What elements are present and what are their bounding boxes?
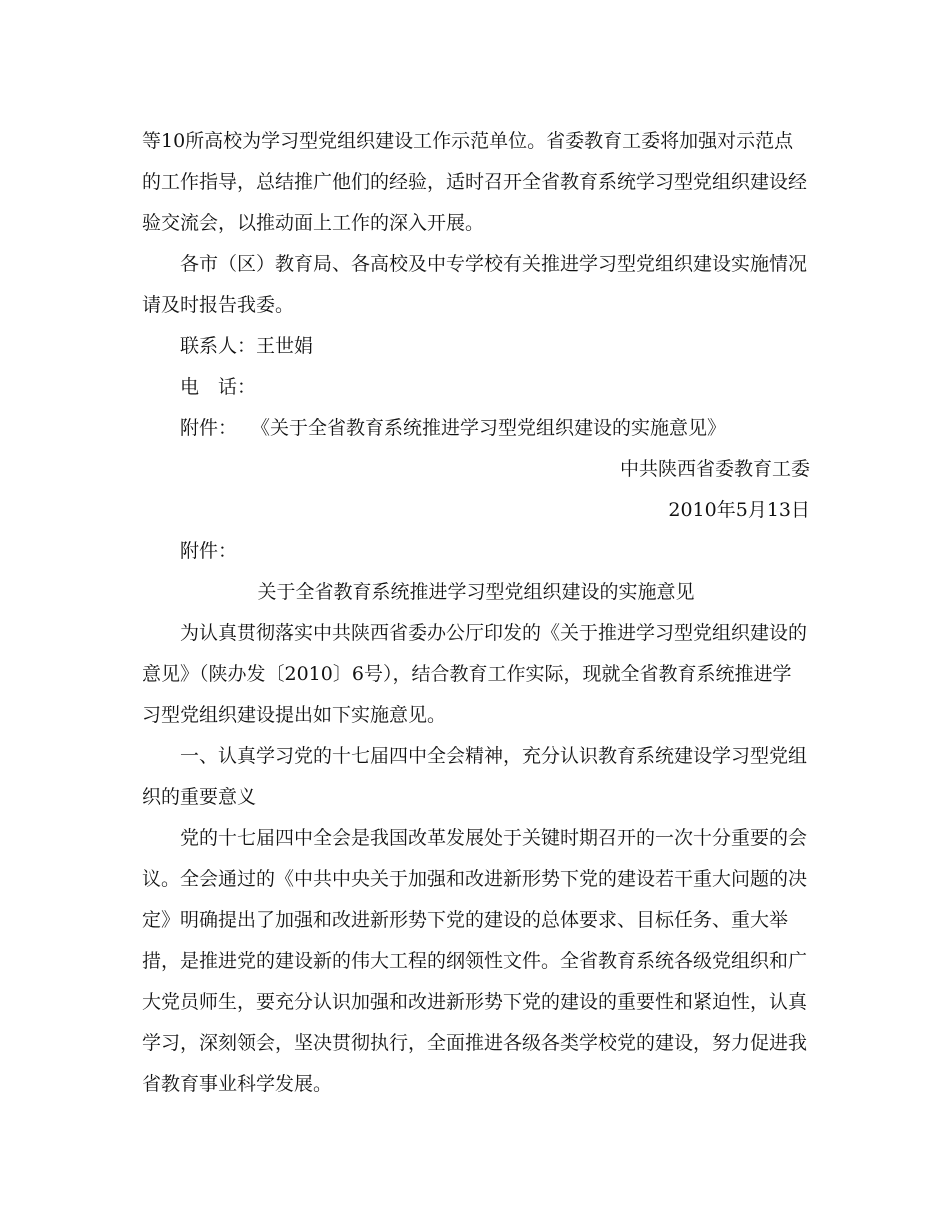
issuer-signature: 中共陕西省委教育工委 [619, 458, 810, 480]
attachment-heading-line [142, 531, 810, 572]
paragraph-report: 各市（区）教育局、各高校及中专学校有关推进学习型党组织建设实施情况请及时报告我委。 [142, 253, 808, 316]
paragraph-section-1: 党的十七届四中全会是我国改革发展处于关键时期召开的一次十分重要的会议。全会通过的《中共中央关于加强和改进新形势下党的建设若干重大问题的决定》明确提出了加强和改进新形势下党的建设的总体要求、目标任务、重大举措，是推进党的建设新的伟大工程的纲领性文件。全省教育系统各级党组织和广大党员师生，要充分认识加强和改进新形势下党的建设的重要性和紧迫性，认真学习，深刻领会，坚决贯彻执行，全面推进各级各类学校党的建设，努力促进我省教育事业科学发展。 [142, 827, 808, 1095]
paragraph-continuation: 等10所高校为学习型党组织建设工作示范单位。省委教育工委将加强对示范点的工作指导，总结推广他们的经验，适时召开全省教育系统学习型党组织建设经验交流会，以推动面上工作的深入开展。 [142, 130, 808, 234]
attachment-label: 附件： [180, 417, 238, 439]
contact-line [142, 326, 810, 367]
issue-date: 2010年5月13日 [668, 499, 810, 521]
attachment-title: 《关于全省教育系统推进学习型党组织建设的实施意见》 [251, 417, 727, 439]
phone-line [142, 367, 810, 408]
contact-label: 联系人： [180, 335, 257, 357]
paragraph-intro: 为认真贯彻落实中共陕西省委办公厅印发的《关于推进学习型党组织建设的意见》（陕办发〔2010〕6号），结合教育工作实际，现就全省教育系统推进学习型党组织建设提出如下实施意见。 [142, 622, 808, 726]
document-page [142, 121, 810, 1105]
document-title: 关于全省教育系统推进学习型党组织建设的实施意见 [257, 581, 695, 603]
attachment-line [142, 408, 810, 449]
attachment-heading: 附件： [180, 540, 238, 562]
section-1-heading: 一、认真学习党的十七届四中全会精神，充分认识教育系统建设学习型党组织的重要意义 [142, 745, 808, 808]
contact-name: 王世娟 [256, 335, 314, 357]
phone-label: 电 话： [180, 376, 257, 398]
